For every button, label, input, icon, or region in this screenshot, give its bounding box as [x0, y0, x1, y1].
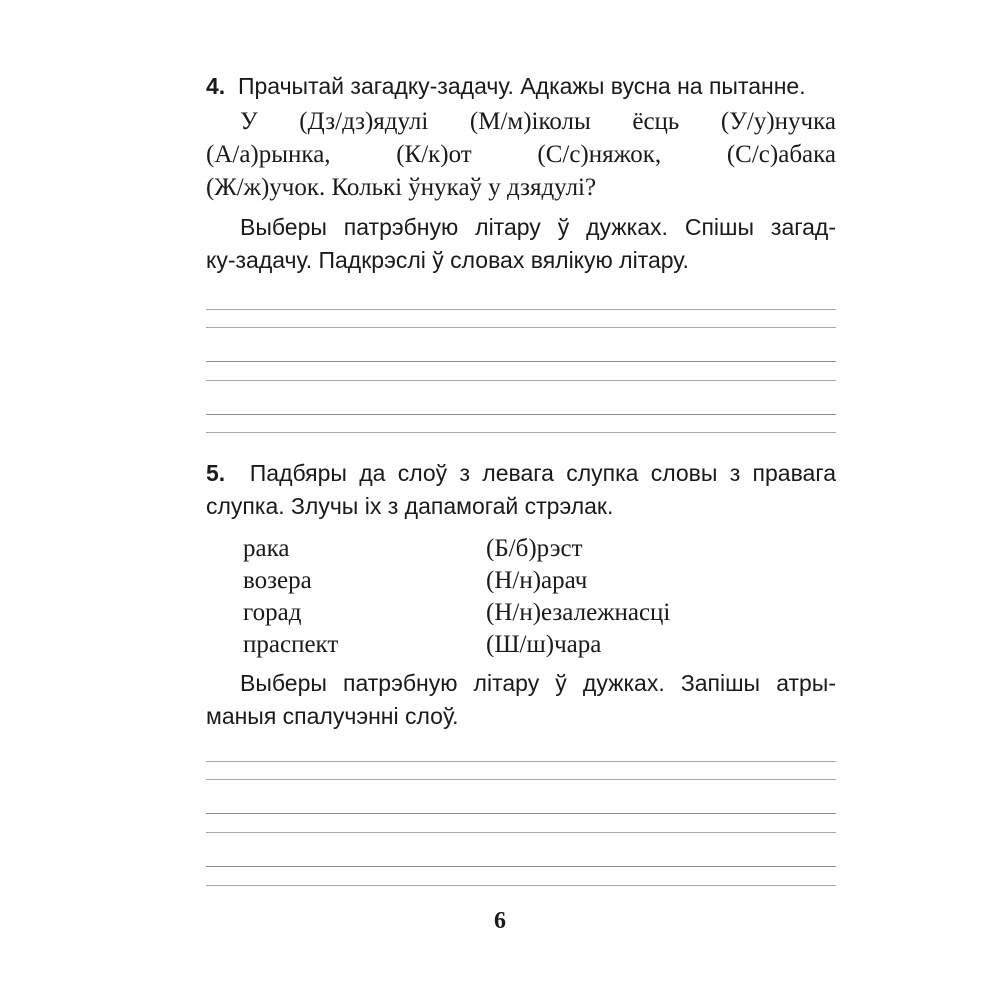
right-word[interactable]: (Б/б)рэст [486, 535, 583, 562]
task4-riddle-line: (Ж/ж)учок. Колькі ўнукаў у дзядулі? [206, 174, 597, 201]
writing-line [206, 813, 836, 814]
right-word[interactable]: (Н/н)арач [486, 567, 588, 594]
writing-line [206, 866, 836, 867]
left-word[interactable]: возера [243, 567, 312, 594]
writing-line [206, 832, 836, 833]
writing-line [206, 761, 836, 762]
task5-task [206, 667, 836, 733]
writing-line [206, 327, 836, 328]
word-pair-row [243, 532, 743, 564]
writing-line [206, 432, 836, 433]
left-word[interactable]: рака [243, 535, 290, 562]
writing-line [206, 779, 836, 780]
task4-instruction: Прачытай загадку-задачу. Адкажы вусна на пытанне. [237, 73, 806, 99]
task5-instruction-line: Падбяры да слоў з левага слупка словы з правага [249, 460, 836, 486]
right-word[interactable]: (Н/н)езалежнасці [486, 599, 671, 626]
task5-task-line: маныя спалучэнні слоў. [206, 703, 459, 729]
left-word[interactable]: горад [243, 599, 302, 626]
task4-riddle-line: У (Дз/дз)ядулі (М/м)іколы ёсць (У/у)нучка [240, 108, 836, 135]
word-pair-row [243, 596, 743, 628]
left-word[interactable]: праспект [243, 631, 339, 658]
task5-number: 5. [206, 460, 226, 486]
writing-line [206, 414, 836, 415]
task4-heading [206, 70, 836, 103]
task4-task [206, 211, 836, 277]
writing-line [206, 309, 836, 310]
task4-number: 4. [206, 73, 226, 99]
page-number: 6 [494, 908, 506, 934]
task5-instruction-line: слупка. Злучы іх з дапамогай стрэлак. [206, 493, 614, 519]
word-pair-row [243, 628, 743, 660]
writing-line [206, 380, 836, 381]
writing-line [206, 361, 836, 362]
word-pair-row [243, 564, 743, 596]
task4-riddle-line: (А/а)рынка, (К/к)от (С/с)няжок, (С/с)абака [206, 141, 836, 168]
word-columns [243, 532, 743, 660]
writing-line [206, 885, 836, 886]
task5-heading [206, 457, 836, 523]
task5-task-line: Выберы патрэбную літару ў дужках. Запішы атры- [240, 670, 836, 696]
task4-task-line: Выберы патрэбную літару ў дужках. Спішы загад- [240, 214, 836, 240]
task4-riddle [206, 105, 836, 204]
right-word[interactable]: (Ш/ш)чара [486, 631, 602, 658]
task4-task-line: ку-задачу. Падкрэслі ў словах вялікую літару. [206, 247, 689, 273]
